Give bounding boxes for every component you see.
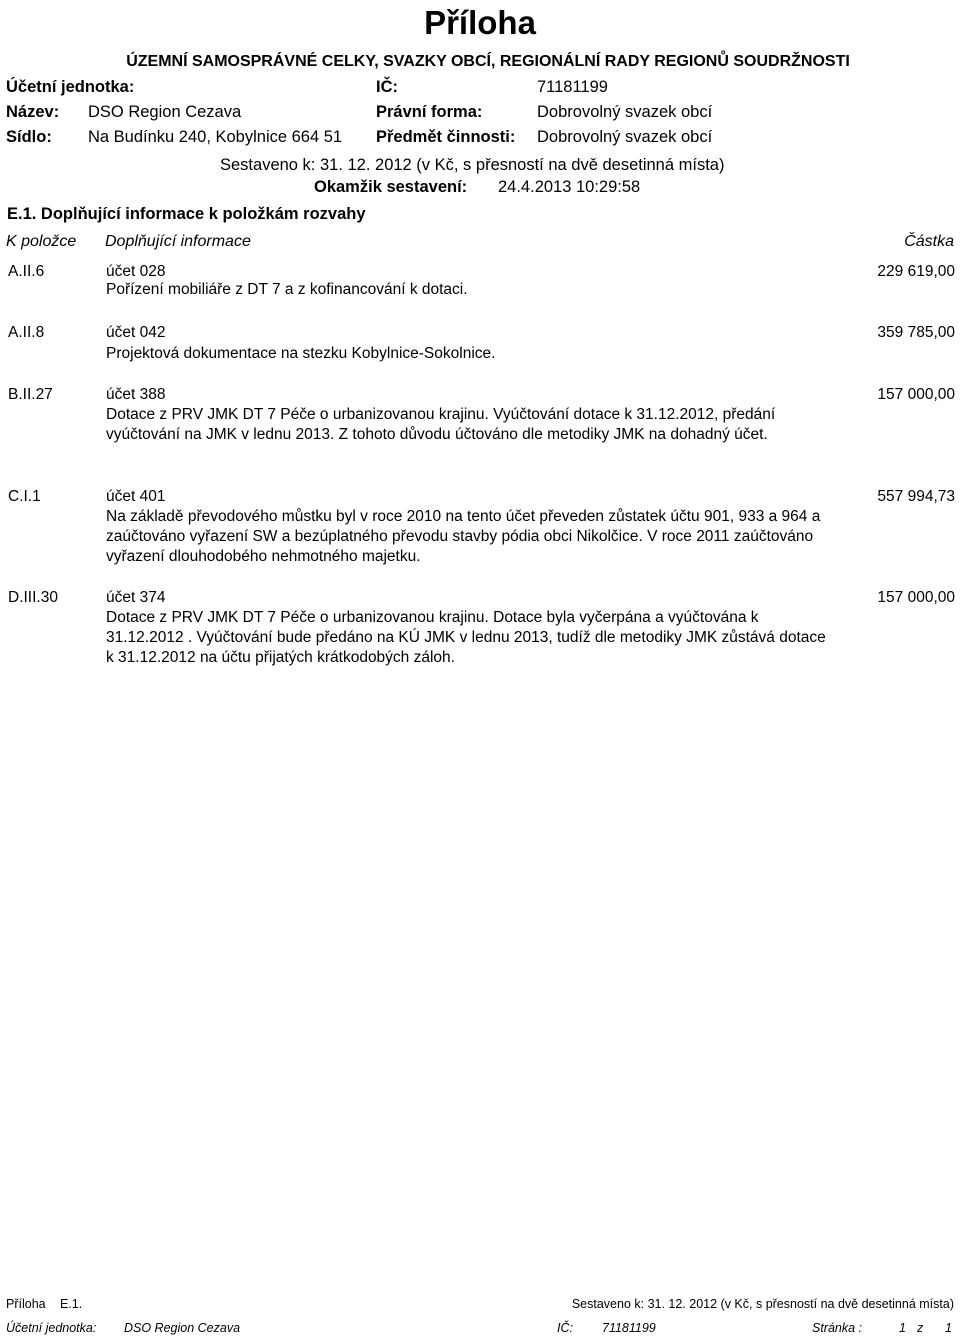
row-description: Projektová dokumentace na stezku Kobylnice-Sokolnice. [106, 345, 496, 362]
footer-stranka-z: z [917, 1321, 924, 1335]
footer-stranka-current: 1 [899, 1321, 906, 1335]
predmet-cinnosti-value: Dobrovolný svazek obcí [537, 128, 713, 146]
row-account: účet 401 [106, 488, 166, 505]
footer-ic-label: IČ: [557, 1321, 573, 1335]
footer-stranka-label: Stránka : [812, 1321, 863, 1335]
okamzik-sestaveni-value: 24.4.2013 10:29:58 [498, 178, 641, 196]
page-title: Příloha [424, 4, 536, 41]
footer-ucetni-jednotka-label: Účetní jednotka: [6, 1321, 97, 1335]
footer-ucetni-jednotka-value: DSO Region Cezava [124, 1321, 241, 1335]
pravni-forma-value: Dobrovolný svazek obcí [537, 103, 713, 121]
row-code: A.II.6 [8, 263, 45, 280]
row-amount: 557 994,73 [877, 488, 955, 505]
row-account: účet 042 [106, 324, 166, 341]
row-description: Dotace z PRV JMK DT 7 Péče o urbanizovanou krajinu. Vyúčtování dotace k 31.12.2012, předání vyúčtování na JMK v lednu 2013. Z tohoto důvodu účtováno dle metodiky JMK na dohadný účet. [106, 406, 776, 443]
column-header-castka: Částka [904, 233, 954, 250]
column-header-doplnujici-informace: Doplňující informace [105, 233, 251, 250]
row-account: účet 028 [106, 263, 166, 280]
row-amount: 157 000,00 [877, 589, 955, 606]
footer-sestaveno: Sestaveno k: 31. 12. 2012 (v Kč, s přesností na dvě desetinná místa) [571, 1297, 954, 1311]
ic-value: 71181199 [537, 78, 608, 96]
row-amount: 359 785,00 [877, 324, 955, 341]
row-amount: 157 000,00 [877, 386, 955, 403]
sidlo-label: Sídlo: [6, 128, 52, 146]
section-title: E.1. Doplňující informace k položkám rozvahy [7, 205, 366, 223]
ucetni-jednotka-label: Účetní jednotka: [6, 78, 135, 96]
footer-ic-value: 71181199 [602, 1321, 656, 1335]
row-description: Dotace z PRV JMK DT 7 Péče o urbanizovanou krajinu. Dotace byla vyčerpána a vyúčtována k 31.12.2012 . Vyúčtování bude předáno na KÚ JMK v lednu 2013, tudíž dle metodiky JMK zůstává dotace k 31.12.2012 na účtu přijatých krátkodobých záloh. [106, 609, 826, 666]
ic-label: IČ: [376, 78, 398, 96]
row-account: účet 374 [106, 589, 166, 606]
page-subtitle: ÚZEMNÍ SAMOSPRÁVNÉ CELKY, SVAZKY OBCÍ, REGIONÁLNÍ RADY REGIONŮ SOUDRŽNOSTI [126, 53, 850, 70]
sestaveno-info: Sestaveno k: 31. 12. 2012 (v Kč, s přesností na dvě desetinná místa) [220, 156, 725, 174]
footer-priloha: Příloha [6, 1297, 46, 1311]
pravni-forma-label: Právní forma: [376, 103, 483, 121]
row-account: účet 388 [106, 386, 166, 403]
row-description: Pořízení mobiliáře z DT 7 a z kofinancování k dotaci. [106, 281, 468, 298]
row-description: Na základě převodového můstku byl v roce 2010 na tento účet převeden zůstatek účtu 901, 933 a 964 a zaúčtováno vyřazení SW a bezúplatného převodu stavby pódia obci Nikolčice. V roce 2011 zaúčtováno vyřazení dlouhodobého nehmotného majetku. [106, 508, 821, 565]
row-code: D.III.30 [8, 589, 58, 606]
row-amount: 229 619,00 [877, 263, 955, 280]
row-code: C.I.1 [8, 488, 41, 505]
column-header-k-polozce: K položce [6, 233, 77, 250]
row-code: B.II.27 [8, 386, 53, 403]
footer-section: E.1. [60, 1297, 83, 1311]
okamzik-sestaveni-label: Okamžik sestavení: [314, 178, 468, 196]
footer-stranka-total: 1 [945, 1321, 952, 1335]
predmet-cinnosti-label: Předmět činnosti: [376, 128, 516, 146]
nazev-label: Název: [6, 103, 60, 121]
nazev-value: DSO Region Cezava [88, 103, 242, 121]
sidlo-value: Na Budínku 240, Kobylnice 664 51 [88, 128, 343, 146]
row-code: A.II.8 [8, 324, 45, 341]
